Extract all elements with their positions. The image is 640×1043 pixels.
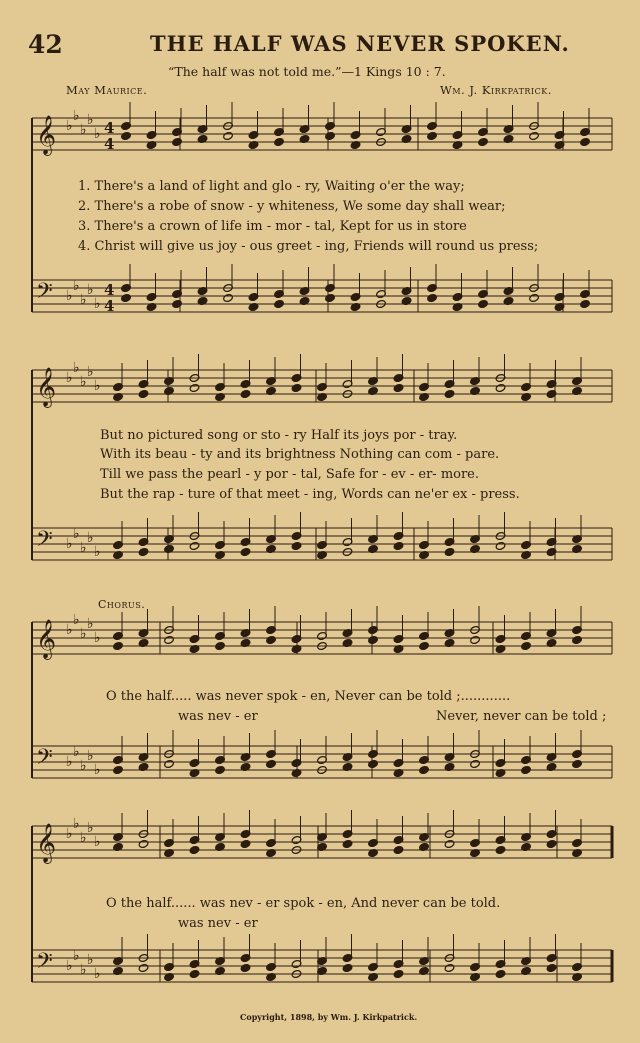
verse-1-line-1: 1. There's a land of light and glo - ry, Waiting o'er the way; bbox=[78, 179, 465, 194]
time-signature: 4 bbox=[104, 119, 115, 137]
flat-icon: ♭ bbox=[80, 830, 87, 846]
note-head bbox=[470, 759, 481, 768]
note-head bbox=[121, 293, 132, 302]
note-head bbox=[521, 641, 532, 650]
note-head bbox=[138, 547, 149, 556]
note-head bbox=[529, 293, 540, 302]
note-head bbox=[325, 131, 336, 140]
flat-icon: ♭ bbox=[80, 540, 87, 556]
flat-icon: ♭ bbox=[66, 958, 73, 974]
note-head bbox=[368, 635, 379, 644]
verse-2-line-1: 2. There's a robe of snow - y whiteness, We some day shall wear; bbox=[78, 199, 506, 214]
flat-icon: ♭ bbox=[66, 622, 73, 638]
note-head bbox=[240, 389, 251, 398]
note-head bbox=[215, 641, 226, 650]
flat-icon: ♭ bbox=[94, 544, 101, 560]
flat-icon: ♭ bbox=[94, 966, 101, 982]
note-head bbox=[240, 839, 251, 848]
note-head bbox=[529, 131, 540, 140]
verse-4-line-1: 4. Christ will give us joy - ous greet - ing, Friends will round us press; bbox=[78, 239, 539, 254]
note-head bbox=[325, 293, 336, 302]
flat-icon: ♭ bbox=[66, 288, 73, 304]
flat-icon: ♭ bbox=[66, 826, 73, 842]
flat-icon: ♭ bbox=[80, 758, 87, 774]
note-head bbox=[572, 635, 583, 644]
note-head bbox=[427, 131, 438, 140]
note-head bbox=[138, 839, 149, 848]
flat-icon: ♭ bbox=[73, 108, 80, 124]
flat-icon: ♭ bbox=[66, 370, 73, 386]
note-head bbox=[223, 293, 234, 302]
note-head bbox=[121, 131, 132, 140]
note-head bbox=[189, 845, 200, 854]
note-head bbox=[189, 541, 200, 550]
note-head bbox=[342, 839, 353, 848]
flat-icon: ♭ bbox=[73, 816, 80, 832]
treble-clef-icon: 𝄞 bbox=[36, 823, 57, 863]
note-head bbox=[444, 963, 455, 972]
note-head bbox=[291, 383, 302, 392]
treble-clef-icon: 𝄞 bbox=[36, 115, 57, 155]
flat-icon: ♭ bbox=[73, 278, 80, 294]
flat-icon: ♭ bbox=[87, 530, 94, 546]
note-head bbox=[215, 765, 226, 774]
copyright-notice: Copyright, 1898, by Wm. J. Kirkpatrick. bbox=[240, 1012, 418, 1022]
hymn-title: THE HALF WAS NEVER SPOKEN. bbox=[150, 31, 570, 56]
note-head bbox=[223, 131, 234, 140]
flat-icon: ♭ bbox=[94, 126, 101, 142]
flat-icon: ♭ bbox=[87, 952, 94, 968]
verse-3-line-2: Till we pass the pearl - y por - tal, Safe for - ev - er- more. bbox=[100, 467, 480, 482]
note-head bbox=[521, 765, 532, 774]
flat-icon: ♭ bbox=[87, 282, 94, 298]
note-head bbox=[291, 541, 302, 550]
note-head bbox=[240, 547, 251, 556]
note-head bbox=[444, 839, 455, 848]
flat-icon: ♭ bbox=[87, 364, 94, 380]
note-head bbox=[580, 299, 591, 308]
note-head bbox=[572, 759, 583, 768]
note-head bbox=[495, 969, 506, 978]
bass-clef-icon: 𝄢 bbox=[36, 527, 53, 557]
time-signature: 4 bbox=[104, 297, 115, 315]
flat-icon: ♭ bbox=[94, 378, 101, 394]
flat-icon: ♭ bbox=[87, 112, 94, 128]
note-head bbox=[172, 137, 183, 146]
chorus-line-1-bass: Never, never can be told ; bbox=[436, 709, 607, 724]
note-head bbox=[274, 137, 285, 146]
lyricist-credit: May Maurice. bbox=[66, 83, 148, 97]
flat-icon: ♭ bbox=[94, 296, 101, 312]
flat-icon: ♭ bbox=[80, 962, 87, 978]
flat-icon: ♭ bbox=[73, 526, 80, 542]
note-head bbox=[172, 299, 183, 308]
bass-clef-icon: 𝄢 bbox=[36, 279, 53, 309]
chorus-label: Chorus. bbox=[98, 598, 146, 611]
flat-icon: ♭ bbox=[87, 820, 94, 836]
flat-icon: ♭ bbox=[94, 834, 101, 850]
note-head bbox=[478, 137, 489, 146]
flat-icon: ♭ bbox=[73, 948, 80, 964]
note-head bbox=[546, 963, 557, 972]
flat-icon: ♭ bbox=[80, 626, 87, 642]
note-head bbox=[393, 383, 404, 392]
note-head bbox=[444, 389, 455, 398]
flat-icon: ♭ bbox=[94, 762, 101, 778]
note-head bbox=[138, 389, 149, 398]
chorus-line-1-alto: was nev - er bbox=[178, 709, 258, 724]
verse-4-line-2: But the rap - ture of that meet - ing, Words can ne'er ex - press. bbox=[100, 487, 520, 502]
chorus-line-1: O the half..... was never spok - en, Never can be told ;............ bbox=[106, 689, 511, 704]
note-head bbox=[189, 383, 200, 392]
note-head bbox=[444, 547, 455, 556]
treble-clef-icon: 𝄞 bbox=[36, 619, 57, 659]
note-head bbox=[546, 839, 557, 848]
flat-icon: ♭ bbox=[80, 292, 87, 308]
note-head bbox=[274, 299, 285, 308]
note-head bbox=[478, 299, 489, 308]
flat-icon: ♭ bbox=[80, 374, 87, 390]
note-head bbox=[113, 765, 124, 774]
note-head bbox=[368, 759, 379, 768]
verse-1-line-2: But no pictured song or sto - ry Half its joys por - tray. bbox=[100, 428, 458, 443]
note-head bbox=[266, 635, 277, 644]
note-head bbox=[495, 541, 506, 550]
note-head bbox=[495, 845, 506, 854]
note-head bbox=[580, 137, 591, 146]
flat-icon: ♭ bbox=[87, 748, 94, 764]
chorus-line-2: O the half...... was nev - er spok - en, And never can be told. bbox=[106, 896, 501, 911]
note-head bbox=[189, 969, 200, 978]
note-head bbox=[495, 383, 506, 392]
flat-icon: ♭ bbox=[94, 630, 101, 646]
bass-clef-icon: 𝄢 bbox=[36, 949, 53, 979]
flat-icon: ♭ bbox=[66, 754, 73, 770]
treble-clef-icon: 𝄞 bbox=[36, 367, 57, 407]
flat-icon: ♭ bbox=[73, 744, 80, 760]
verse-3-line-1: 3. There's a crown of life im - mor - tal, Kept for us in store bbox=[78, 219, 467, 234]
note-head bbox=[240, 963, 251, 972]
page-number: 42 bbox=[28, 30, 63, 59]
note-head bbox=[393, 845, 404, 854]
note-head bbox=[342, 963, 353, 972]
note-head bbox=[164, 759, 175, 768]
flat-icon: ♭ bbox=[80, 122, 87, 138]
note-head bbox=[419, 765, 430, 774]
note-head bbox=[113, 641, 124, 650]
scripture-epigraph: “The half was not told me.”—1 Kings 10 : 7. bbox=[168, 64, 446, 79]
bass-clef-icon: 𝄢 bbox=[36, 745, 53, 775]
flat-icon: ♭ bbox=[87, 616, 94, 632]
note-head bbox=[470, 635, 481, 644]
composer-credit: Wm. J. Kirkpatrick. bbox=[440, 83, 552, 97]
note-head bbox=[164, 635, 175, 644]
note-head bbox=[138, 963, 149, 972]
flat-icon: ♭ bbox=[73, 360, 80, 376]
chorus-line-2-alto: was nev - er bbox=[178, 916, 258, 931]
note-head bbox=[266, 759, 277, 768]
flat-icon: ♭ bbox=[66, 118, 73, 134]
flat-icon: ♭ bbox=[66, 536, 73, 552]
time-signature: 4 bbox=[104, 281, 115, 299]
flat-icon: ♭ bbox=[73, 612, 80, 628]
note-head bbox=[393, 541, 404, 550]
verse-2-line-2: With its beau - ty and its brightness Nothing can com - pare. bbox=[100, 447, 500, 462]
note-head bbox=[419, 641, 430, 650]
time-signature: 4 bbox=[104, 135, 115, 153]
note-head bbox=[393, 969, 404, 978]
note-head bbox=[427, 293, 438, 302]
